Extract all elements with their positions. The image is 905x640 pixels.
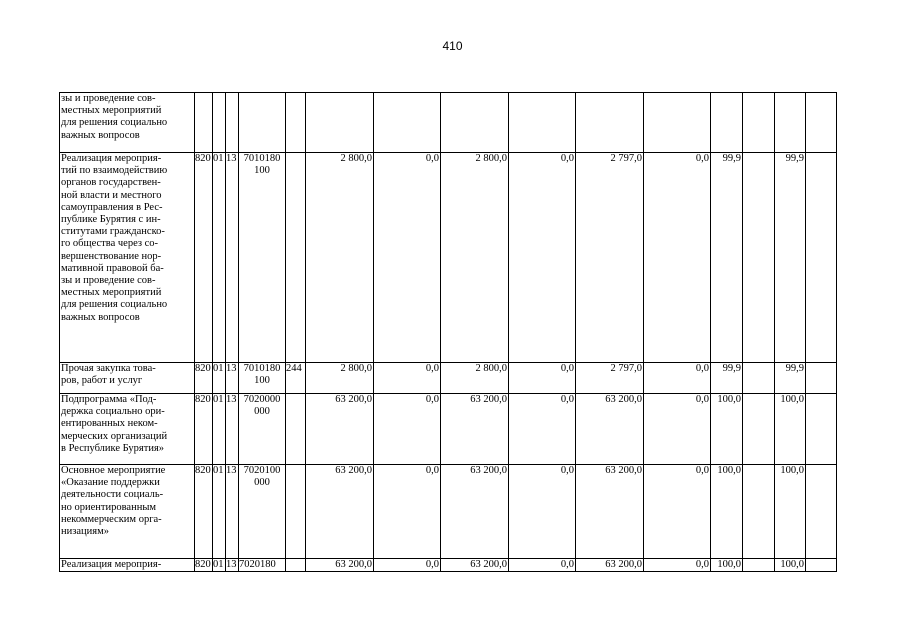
code-section: 01	[213, 559, 224, 570]
row-name: зы и проведение сов- местных мероприятий для решения социально важных вопросов	[60, 93, 195, 153]
value-col-7: 99,9	[711, 153, 743, 363]
value-col-5: 63 200,0	[576, 559, 644, 572]
code-section: 01	[213, 363, 226, 394]
code-subsection: 13	[226, 153, 239, 363]
value-col-3: 63 200,0	[441, 465, 509, 559]
code-ministry: 820	[195, 153, 213, 363]
value-col-9: 100,0	[775, 394, 806, 465]
code-target: 7020100 000	[239, 465, 286, 559]
value-col-2: 0,0	[374, 465, 441, 559]
value-col-2: 0,0	[374, 394, 441, 465]
value-col-7: 100,0	[711, 465, 743, 559]
value-col-1: 63 200,0	[306, 394, 374, 465]
code-expense-type	[286, 465, 306, 559]
code-target: 7010180 100	[239, 153, 286, 363]
code-subsection: 13	[226, 465, 239, 559]
value-col-6	[644, 93, 711, 153]
table-row	[60, 559, 837, 572]
value-col-6: 0,0	[644, 465, 711, 559]
value-col-4	[509, 93, 576, 153]
value-col-3	[441, 93, 509, 153]
value-col-6: 0,0	[644, 363, 711, 394]
value-col-8	[743, 394, 775, 465]
code-section	[213, 93, 226, 153]
value-col-1: 63 200,0	[306, 559, 374, 572]
value-col-4: 0,0	[509, 153, 576, 363]
value-col-6: 0,0	[644, 559, 711, 572]
value-col-10	[806, 153, 837, 363]
budget-table	[59, 92, 837, 572]
code-expense-type: 244	[286, 363, 306, 394]
table-row	[60, 465, 837, 559]
code-target	[239, 93, 286, 153]
code-expense-type	[286, 93, 306, 153]
value-col-4: 0,0	[509, 559, 576, 572]
value-col-10	[806, 363, 837, 394]
value-col-10	[806, 559, 837, 572]
value-col-1: 2 800,0	[306, 153, 374, 363]
value-col-3: 2 800,0	[441, 363, 509, 394]
table-row	[60, 363, 837, 394]
value-col-8	[743, 559, 775, 572]
row-name: Подпрограмма «Под- держка социально ори- ентированных неком- мерческих организаций в Республике Бурятия»	[60, 394, 195, 465]
row-name: Реализация мероприя- тий по взаимодействию органов государствен- ной власти и местного самоуправления в Рес- публике Бурятия с ин- ститутами гражданско- го общества через со- вершенствование нор- мативной правовой ба- зы и проведение сов- местных мероприятий для решения социально важных вопросов	[60, 153, 195, 363]
code-expense-type	[286, 153, 306, 363]
value-col-7: 99,9	[711, 363, 743, 394]
value-col-3: 63 200,0	[441, 394, 509, 465]
code-ministry	[195, 93, 213, 153]
page-number: 410	[442, 39, 463, 53]
value-col-2: 0,0	[374, 153, 441, 363]
value-col-9: 99,9	[775, 363, 806, 394]
code-section: 01	[213, 465, 226, 559]
code-target: 7020180	[239, 559, 286, 572]
code-ministry: 820	[195, 394, 213, 465]
value-col-7: 100,0	[711, 394, 743, 465]
code-subsection: 13	[226, 363, 239, 394]
value-col-8	[743, 153, 775, 363]
row-name: Основное мероприятие «Оказание поддержки деятельности социаль- но ориентированным некоммерческим орга- низациям»	[60, 465, 195, 559]
table-row	[60, 93, 837, 153]
value-col-9: 100,0	[775, 465, 806, 559]
row-name: Прочая закупка това- ров, работ и услуг	[60, 363, 195, 394]
code-section: 01	[213, 153, 226, 363]
value-col-6: 0,0	[644, 394, 711, 465]
value-col-7: 100,0	[711, 559, 743, 572]
value-col-5: 63 200,0	[576, 465, 644, 559]
value-col-8	[743, 93, 775, 153]
value-col-7	[711, 93, 743, 153]
value-col-9: 99,9	[775, 153, 806, 363]
code-ministry: 820	[195, 559, 211, 570]
code-target: 7020000 000	[239, 394, 286, 465]
code-subsection	[226, 93, 239, 153]
code-subsection: 13	[226, 559, 237, 570]
value-col-3: 63 200,0	[441, 559, 509, 572]
value-col-4: 0,0	[509, 465, 576, 559]
value-col-6: 0,0	[644, 153, 711, 363]
value-col-10	[806, 465, 837, 559]
value-col-4: 0,0	[509, 363, 576, 394]
code-expense-type	[286, 394, 306, 465]
code-subsection: 13	[226, 394, 239, 465]
row-name: Реализация мероприя-	[60, 559, 195, 572]
value-col-1: 63 200,0	[306, 465, 374, 559]
code-target: 7010180 100	[239, 363, 286, 394]
value-col-9	[775, 93, 806, 153]
value-col-5: 2 797,0	[576, 153, 644, 363]
value-col-1: 2 800,0	[306, 363, 374, 394]
code-expense-type	[286, 559, 306, 572]
value-col-2: 0,0	[374, 363, 441, 394]
code-section: 01	[213, 394, 226, 465]
value-col-4: 0,0	[509, 394, 576, 465]
value-col-5: 63 200,0	[576, 394, 644, 465]
value-col-3: 2 800,0	[441, 153, 509, 363]
value-col-5	[576, 93, 644, 153]
value-col-9: 100,0	[775, 559, 806, 572]
value-col-5: 2 797,0	[576, 363, 644, 394]
value-col-10	[806, 394, 837, 465]
value-col-2: 0,0	[374, 559, 441, 572]
table-row	[60, 153, 837, 363]
table-row	[60, 394, 837, 465]
code-ministry: 820	[195, 465, 213, 559]
value-col-1	[306, 93, 374, 153]
value-col-8	[743, 465, 775, 559]
value-col-8	[743, 363, 775, 394]
value-col-2	[374, 93, 441, 153]
code-ministry: 820	[195, 363, 213, 394]
value-col-10	[806, 93, 837, 153]
